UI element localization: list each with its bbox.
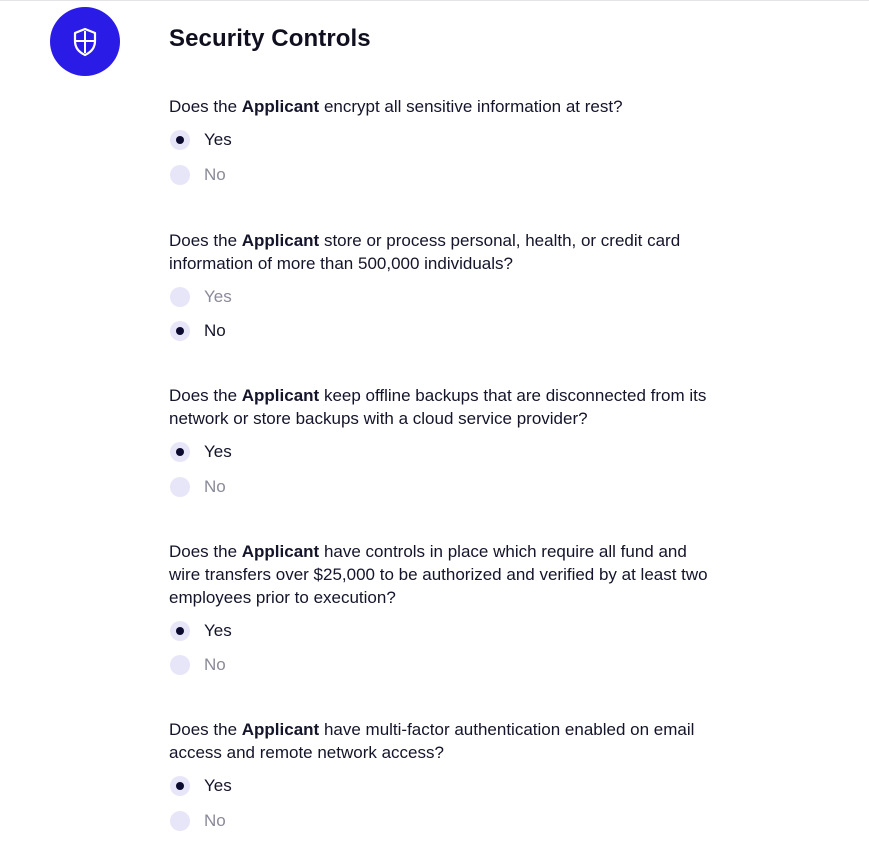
radio-option-no[interactable]: [169, 158, 709, 192]
question-block: [169, 540, 709, 682]
shield-icon: [72, 27, 98, 57]
radio-button[interactable]: [170, 776, 190, 796]
question-prefix: Does the: [169, 231, 242, 250]
radio-option-yes[interactable]: [169, 614, 709, 648]
question-prefix: Does the: [169, 386, 242, 405]
question-text: [169, 718, 709, 764]
radio-label: No: [204, 655, 226, 674]
radio-label: No: [204, 477, 226, 496]
radio-label: Yes: [204, 130, 232, 149]
question-prefix: Does the: [169, 542, 242, 561]
question-text: [169, 229, 709, 275]
question-subject: Applicant: [241, 542, 320, 561]
question-text: [169, 95, 709, 118]
radio-option-no[interactable]: [169, 648, 709, 682]
radio-label: Yes: [204, 287, 232, 306]
radio-option-yes[interactable]: [169, 769, 709, 803]
radio-option-yes[interactable]: [169, 435, 709, 469]
question-text: [169, 384, 709, 430]
radio-button[interactable]: [170, 287, 190, 307]
question-text: [169, 540, 709, 609]
question-rest: have multi-factor authentication enabled on email access and remote network access?: [169, 720, 695, 762]
radio-button[interactable]: [170, 321, 190, 341]
radio-button[interactable]: [170, 130, 190, 150]
radio-option-yes[interactable]: [169, 280, 709, 314]
question-block: [169, 384, 709, 504]
page-title: Security Controls: [169, 25, 371, 52]
section-icon-badge: [50, 7, 120, 76]
radio-option-no[interactable]: [169, 470, 709, 504]
question-prefix: Does the: [169, 720, 242, 739]
radio-button[interactable]: [170, 477, 190, 497]
question-prefix: Does the: [169, 97, 242, 116]
radio-option-no[interactable]: [169, 314, 709, 348]
radio-label: No: [204, 321, 226, 340]
question-subject: Applicant: [241, 231, 320, 250]
radio-label: Yes: [204, 621, 232, 640]
radio-button[interactable]: [170, 655, 190, 675]
question-rest: store or process personal, health, or credit card information of more than 500,000 individuals?: [169, 231, 681, 273]
question-subject: Applicant: [241, 720, 320, 739]
radio-label: No: [204, 165, 226, 184]
radio-label: No: [204, 811, 226, 830]
question-block: [169, 718, 709, 838]
question-subject: Applicant: [241, 386, 320, 405]
radio-label: Yes: [204, 442, 232, 461]
question-subject: Applicant: [241, 97, 320, 116]
radio-button[interactable]: [170, 165, 190, 185]
question-rest: keep offline backups that are disconnected from its network or store backups with a cloud service provider?: [169, 386, 707, 428]
radio-label: Yes: [204, 776, 232, 795]
radio-button[interactable]: [170, 442, 190, 462]
radio-option-no[interactable]: [169, 804, 709, 838]
question-rest: encrypt all sensitive information at rest?: [319, 97, 623, 116]
question-block: [169, 95, 709, 192]
top-divider: [0, 0, 869, 1]
radio-option-yes[interactable]: [169, 123, 709, 157]
radio-button[interactable]: [170, 811, 190, 831]
question-rest: have controls in place which require all fund and wire transfers over $25,000 to be authorized and verified by at least two employees prior to execution?: [169, 542, 708, 607]
question-block: [169, 229, 709, 348]
radio-button[interactable]: [170, 621, 190, 641]
